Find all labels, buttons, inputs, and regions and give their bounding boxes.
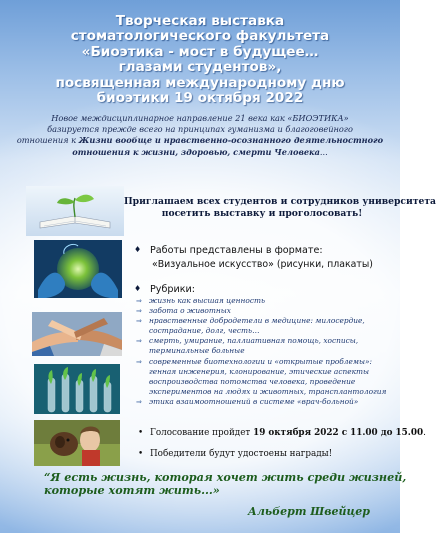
intro-text: ... — [319, 146, 328, 157]
winners-bullet: • — [138, 449, 144, 459]
vote-line — [138, 428, 426, 438]
joined-hands-icon — [32, 312, 122, 356]
works-bullet: ♦ — [134, 245, 142, 254]
rubric-text: терминальные больные — [149, 346, 245, 356]
rubric-item — [136, 296, 398, 306]
title-line: глазами студентов», — [118, 59, 282, 76]
rubric-item — [136, 316, 398, 336]
rubric-text: сострадание, долг, честь… — [149, 326, 260, 336]
rubrics-title: Рубрики: — [150, 284, 195, 295]
rubric-text: современные биотехнологии и «открытые проблемы»: — [149, 356, 373, 366]
intro-line: Новое междисциплинарное направление 21 века как «БИОЭТИКА» — [51, 113, 349, 123]
dog-child-image — [34, 420, 120, 466]
book-sprout-icon — [26, 186, 124, 236]
rubrics-list — [136, 296, 398, 407]
rubric-item — [136, 336, 398, 356]
rubric-text: воспроизводства потомства человека, проведение — [149, 376, 356, 386]
arrow-icon: ⇒ — [136, 357, 142, 366]
quote-line: “Я есть жизнь, которая хочет жить среди жизней, — [44, 470, 407, 484]
rubric-text: забота о животных — [149, 306, 231, 316]
dog-child-icon — [34, 420, 120, 466]
hands-globe-image — [34, 240, 122, 298]
arrow-icon: ⇒ — [136, 297, 142, 305]
intro-line — [10, 147, 390, 158]
rubric-text: этика взаимоотношений в системе «врач-больной» — [149, 396, 359, 406]
quote-author: Альберт Швейцер — [247, 505, 370, 518]
vote-suffix: . — [423, 428, 426, 438]
rubrics-bullet: ♦ — [134, 284, 142, 293]
invite-line: посетить выставку и проголосовать! — [161, 208, 363, 219]
hands-globe-icon — [34, 240, 122, 298]
title-line: посвященная международному дню — [55, 74, 345, 91]
rubric-text: генная инженерия, клонирование, этические аспекты — [149, 366, 370, 376]
joined-hands-image — [32, 312, 122, 356]
invitation-text — [124, 196, 436, 220]
intro-emphasis: Жизни вообще и нравственно-осознанного деятельностного — [78, 135, 384, 146]
arrow-icon: ⇒ — [136, 307, 142, 316]
works-title: Работы представлены в формате: — [150, 245, 323, 256]
title-line: стоматологического факультета — [70, 28, 330, 45]
intro-emphasis: отношения к жизни, здоровью, смерти Человека — [72, 146, 320, 157]
vote-date: 19 октября 2022 с 11.00 до 15.00 — [253, 428, 424, 438]
intro-line — [10, 135, 390, 146]
rubric-item — [136, 397, 398, 407]
arrow-icon: ⇒ — [136, 397, 142, 406]
intro-text: отношения к — [16, 135, 79, 146]
arrow-icon: ⇒ — [136, 337, 142, 346]
rubric-text: жизнь как высшая ценность — [149, 296, 266, 305]
vote-prefix: Голосование пройдет — [150, 428, 254, 438]
test-tubes-plants-image — [34, 364, 120, 414]
rubric-text: смерть, умирание, паллиативная помощь, хосписы, — [149, 336, 359, 346]
arrow-icon: ⇒ — [136, 317, 142, 326]
vote-bullet: • — [138, 428, 144, 438]
quote-text — [44, 471, 406, 497]
invite-line: Приглашаем всех студентов и сотрудников университета — [124, 196, 436, 207]
test-tubes-icon — [34, 364, 120, 414]
book-sprout-image — [26, 186, 124, 236]
works-format: «Визуальное искусство» (рисунки, плакаты) — [152, 259, 373, 270]
title-line: Творческая выставка — [115, 13, 285, 29]
intro-paragraph — [10, 113, 390, 158]
winners-text: Победители будут удостоены награды! — [150, 449, 333, 459]
intro-line: базируется прежде всего на принципах гуманизма и благоговейного — [47, 124, 353, 135]
quote-line: которые хотят жить...» — [44, 483, 220, 498]
title-line: «Биоэтика - мост в будущее… — [81, 43, 319, 60]
rubric-text: экспериментов на людях и животных, трансплантология — [149, 386, 387, 396]
rubric-text: нравственные добродетели в медицине: милосердие, — [149, 316, 365, 326]
rubric-item — [136, 357, 398, 397]
winners-line — [138, 449, 332, 459]
title-line: биоэтики 19 октября 2022 — [96, 90, 304, 107]
poster-title — [0, 14, 400, 106]
rubric-item — [136, 306, 398, 316]
